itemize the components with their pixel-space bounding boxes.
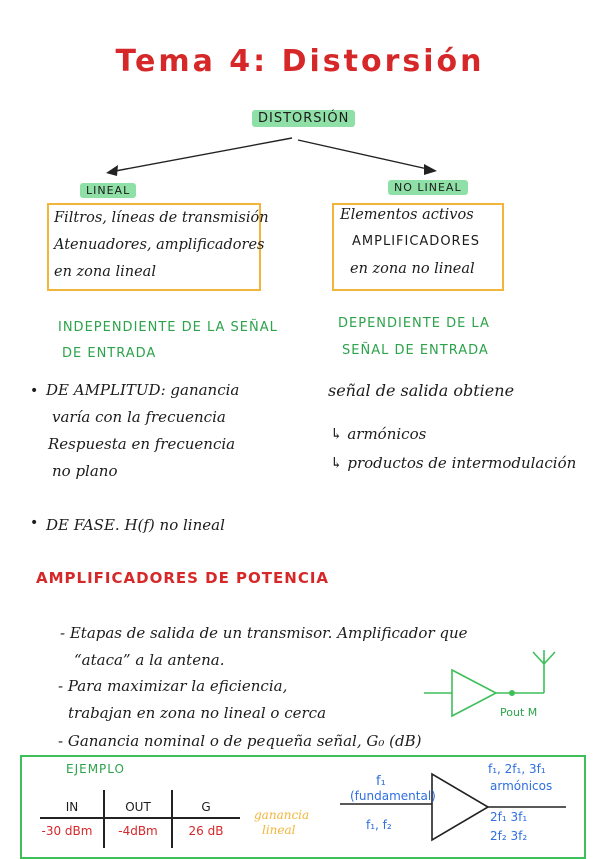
table-header: G — [201, 800, 211, 814]
table-cell: 26 dB — [188, 824, 224, 838]
amplitude-line: varía con la frecuencia — [52, 408, 226, 426]
intermod-item: ↳ productos de intermodulación — [330, 454, 577, 472]
nonlinear-box-line: en zona no lineal — [350, 261, 475, 277]
nonlinear-note: SEÑAL DE ENTRADA — [342, 343, 489, 358]
table-cell: -4dBm — [118, 824, 158, 838]
nonlinear-label: NO LINEAL — [388, 181, 468, 194]
linear-box-line: Atenuadores, amplificadores — [54, 237, 265, 253]
products-row: 2f₁ 3f₁ — [490, 810, 528, 824]
example-label: EJEMPLO — [66, 762, 125, 776]
nonlinear-output-text: señal de salida obtiene — [328, 381, 515, 400]
linear-gain-note: ganancia — [254, 808, 310, 822]
section-heading: AMPLIFICADORES DE POTENCIA — [36, 569, 330, 587]
harmonics-label: armónicos — [490, 779, 553, 793]
example-table-grid — [40, 790, 240, 848]
amplifier-antenna-icon — [420, 648, 570, 724]
linear-box-line: Filtros, líneas de transmisión — [54, 210, 269, 226]
nonlinear-box-line: Elementos activos — [340, 207, 474, 223]
section-line: trabajan en zona no lineal o cerca — [68, 704, 327, 722]
inputs-label: f₁, f₂ — [366, 818, 392, 832]
table-cell: -30 dBm — [41, 824, 93, 838]
page-title: Tema 4: Distorsión — [115, 44, 485, 79]
section-line: - Para maximizar la eficiencia, — [58, 677, 288, 695]
nonlinear-box-line: AMPLIFICADORES — [352, 234, 481, 249]
pout-label: Pout M — [500, 706, 538, 719]
linear-note: INDEPENDIENTE DE LA SEÑAL — [58, 320, 278, 335]
phase-line: DE FASE. H(f) no lineal — [46, 516, 225, 534]
section-line: - Ganancia nominal o de pequeña señal, G₀ (dB) — [58, 732, 422, 750]
table-header: OUT — [125, 800, 151, 814]
branch-arrows — [0, 0, 600, 200]
section-line: - Etapas de salida de un transmisor. Amplificador que — [60, 624, 468, 642]
nonlinear-note: DEPENDIENTE DE LA — [338, 316, 490, 331]
harmonics-item: ↳ armónicos — [330, 425, 427, 443]
bullet-icon: • — [30, 383, 39, 399]
fundamental-label: (fundamental) — [350, 789, 436, 803]
linear-label: LINEAL — [80, 184, 136, 197]
amplitude-line: no plano — [52, 462, 118, 480]
f1-label: f₁ — [376, 774, 386, 789]
root-label: DISTORSIÓN — [252, 111, 355, 126]
amplitude-line: Respuesta en frecuencia — [48, 435, 236, 453]
linear-gain-note: lineal — [262, 823, 296, 837]
products-row: 2f₂ 3f₂ — [490, 829, 528, 843]
linear-box-line: en zona lineal — [54, 264, 156, 280]
linear-note: DE ENTRADA — [62, 346, 157, 361]
harmonics-top: f₁, 2f₁, 3f₁ — [488, 762, 546, 776]
amplitude-line: DE AMPLITUD: ganancia — [46, 381, 240, 399]
table-header: IN — [65, 800, 79, 814]
section-line: “ataca” a la antena. — [74, 651, 225, 669]
bullet-icon: • — [30, 515, 39, 531]
